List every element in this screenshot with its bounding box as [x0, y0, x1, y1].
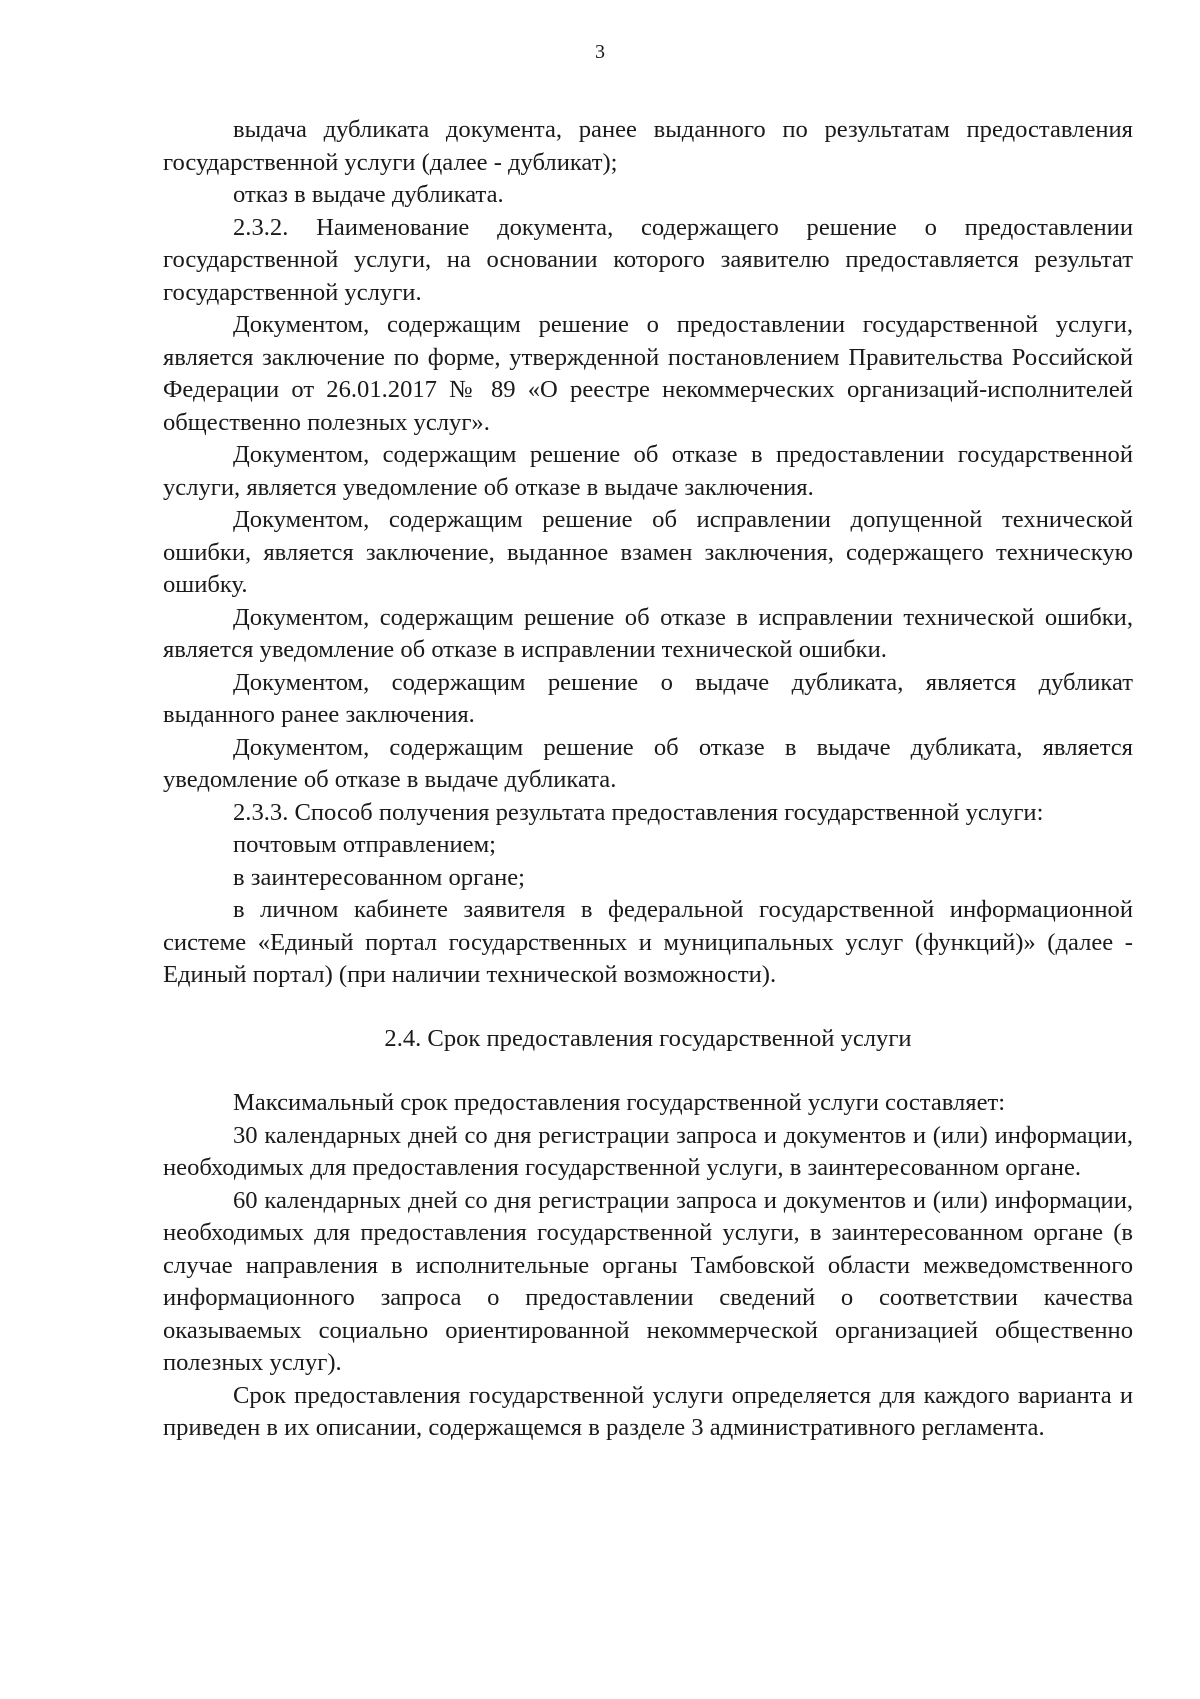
- paragraph-duplicate-refusal: отказ в выдаче дубликата.: [233, 181, 504, 208]
- paragraph-method-authority: в заинтересованном органе;: [233, 863, 525, 891]
- paragraph-refusal-document: Документом, содержащим решение об отказе в предоставлении государственной услуги, является уведомление об отказе в выдаче заключения.: [163, 441, 1133, 501]
- spacer: [163, 992, 1133, 1023]
- page-number: 3: [595, 41, 605, 63]
- paragraph-term-30-days: 30 календарных дней со дня регистрации запроса и документов и (или) информации, необходимых для предоставления государственной услуги, в заинтересованном органе.: [163, 1121, 1133, 1181]
- paragraph-decision-document: Документом, содержащим решение о предоставлении государственной услуги, является заключение по форме, утвержденной постановлением Правительства Российской Федерации от 26.01.2017 № 89 «О реестре некоммерческих организаций-исполнителей общественно полезных услуг».: [163, 311, 1133, 436]
- paragraph-error-correction-refusal: Документом, содержащим решение об отказе в исправлении технической ошибки, является уведомление об отказе в исправлении технической ошибки.: [163, 603, 1133, 663]
- paragraph-error-correction-document: Документом, содержащим решение об исправлении допущенной технической ошибки, является заключение, выданное взамен заключения, содержащего техническую ошибку.: [163, 506, 1133, 598]
- document-body: [163, 114, 1133, 1445]
- section-heading-2-4: 2.4. Срок предоставления государственной услуги: [384, 1024, 912, 1052]
- paragraph-2-3-3-heading: 2.3.3. Способ получения результата предоставления государственной услуги:: [233, 798, 1044, 826]
- paragraph-duplicate-decision: Документом, содержащим решение о выдаче дубликата, является дубликат выданного ранее заключения.: [163, 668, 1133, 728]
- paragraph-duplicate-refusal-document: Документом, содержащим решение об отказе в выдаче дубликата, является уведомление об отказе в выдаче дубликата.: [163, 733, 1133, 793]
- paragraph-duplicate-issuance: выдача дубликата документа, ранее выданного по результатам предоставления государственной услуги (далее - дубликат);: [163, 116, 1133, 176]
- spacer: [163, 1055, 1133, 1087]
- paragraph-2-3-2-heading: 2.3.2. Наименование документа, содержащего решение о предоставлении государственной услуги, на основании которого заявителю предоставляется результат государственной услуги.: [163, 213, 1133, 306]
- paragraph-term-per-variant: Срок предоставления государственной услуги определяется для каждого варианта и приведен в их описании, содержащемся в разделе 3 административного регламента.: [163, 1381, 1133, 1441]
- paragraph-max-term: Максимальный срок предоставления государственной услуги составляет:: [233, 1089, 1006, 1116]
- paragraph-method-mail: почтовым отправлением;: [233, 831, 496, 858]
- paragraph-term-60-days: 60 календарных дней со дня регистрации запроса и документов и (или) информации, необходимых для предоставления государственной услуги, в заинтересованном органе (в случае направления в исполнительные органы Тамбовской области межведомственного информационного запроса о предоставлении сведений о соответствии качества оказываемых социально ориентированной некоммерческой организацией общественно полезных услуг).: [163, 1186, 1133, 1376]
- paragraph-method-portal: в личном кабинете заявителя в федеральной государственной информационной системе «Единый портал государственных и муниципальных услуг (функций)» (далее - Единый портал) (при наличии технической возможности).: [163, 896, 1133, 988]
